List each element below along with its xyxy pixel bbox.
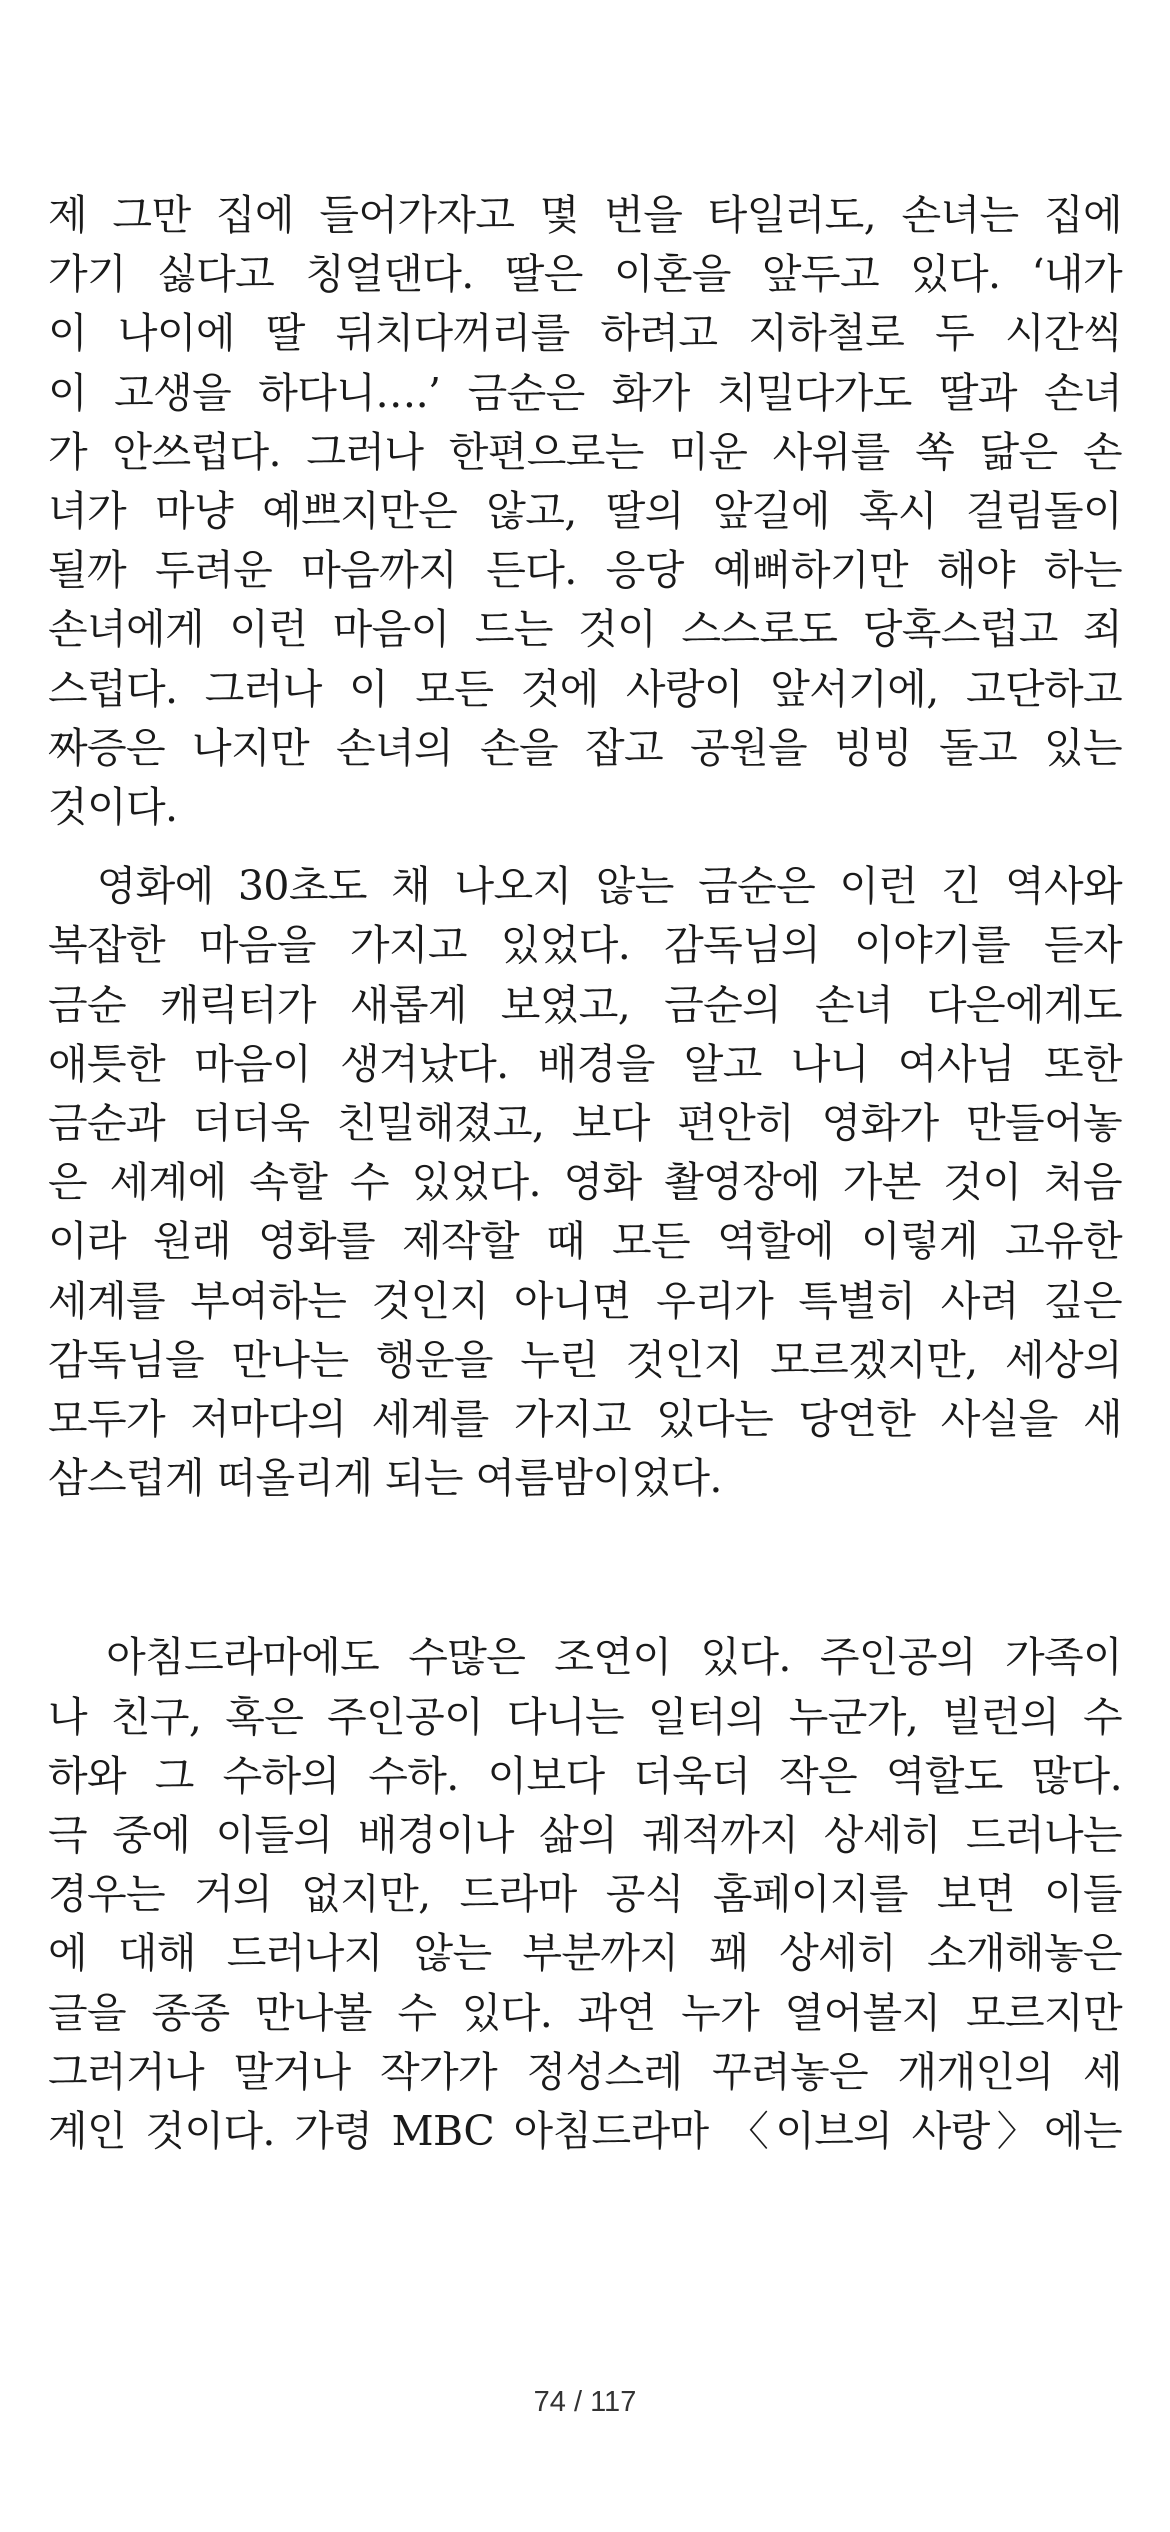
- text-line: 삼스럽게 떠올리게 되는 여름밤이었다.: [48, 1454, 722, 1503]
- text-line: 것이다.: [48, 783, 178, 832]
- text-line: 이라 원래 영화를 제작할 때 모든 역할에 이렇게 고유한: [48, 1217, 1122, 1266]
- text-line: 은 세계에 속할 수 있었다. 영화 촬영장에 가본 것이 처음: [48, 1158, 1122, 1207]
- text-line: 감독님을 만나는 행운을 누린 것인지 모르겠지만, 세상의: [48, 1335, 1122, 1384]
- text-line: 손녀에게 이런 마음이 드는 것이 스스로도 당혹스럽고 죄: [48, 605, 1122, 654]
- paragraph-3: [48, 1628, 1122, 2161]
- text-line: 금순과 더더욱 친밀해졌고, 보다 편안히 영화가 만들어놓: [48, 1099, 1122, 1148]
- reader-text-body: [48, 186, 1122, 2161]
- text-line: 경우는 거의 없지만, 드라마 공식 홈페이지를 보면 이들: [48, 1870, 1122, 1919]
- text-line: 그러거나 말거나 작가가 정성스레 꾸려놓은 개개인의 세: [48, 2047, 1122, 2096]
- text-line: 이 나이에 딸 뒤치다꺼리를 하려고 지하철로 두 시간씩: [48, 309, 1122, 358]
- text-line: 계인 것이다. 가령 MBC 아침드라마 〈이브의 사랑〉에는: [48, 2107, 1122, 2156]
- text-line: 이 고생을 하다니….’ 금순은 화가 치밀다가도 딸과 손녀: [48, 368, 1122, 417]
- text-line: 짜증은 나지만 손녀의 손을 잡고 공원을 빙빙 돌고 있는: [48, 723, 1122, 772]
- page-indicator: 74 / 117: [533, 2386, 637, 2418]
- text-line: 에 대해 드러나지 않는 부분까지 꽤 상세히 소개해놓은: [48, 1929, 1122, 1978]
- text-line: 영화에 30초도 채 나오지 않는 금순은 이런 긴 역사와: [48, 862, 1122, 911]
- text-line: 나 친구, 혹은 주인공이 다니는 일터의 누군가, 빌런의 수: [48, 1692, 1122, 1741]
- text-line: 금순 캐릭터가 새롭게 보였고, 금순의 손녀 다은에게도: [48, 980, 1122, 1029]
- text-line: 하와 그 수하의 수하. 이보다 더욱더 작은 역할도 많다.: [48, 1751, 1122, 1800]
- text-line: 제 그만 집에 들어가자고 몇 번을 타일러도, 손녀는 집에: [48, 191, 1122, 239]
- text-line: 아침드라마에도 수많은 조연이 있다. 주인공의 가족이: [48, 1633, 1122, 1682]
- text-line: 가 안쓰럽다. 그러나 한편으로는 미운 사위를 쏙 닮은 손: [48, 427, 1122, 476]
- paragraph-2: [48, 857, 1122, 1508]
- text-line: 복잡한 마음을 가지고 있었다. 감독님의 이야기를 듣자: [48, 921, 1122, 970]
- text-line: 될까 두려운 마음까지 든다. 응당 예뻐하기만 해야 하는: [48, 546, 1122, 595]
- text-line: 글을 종종 만나볼 수 있다. 과연 누가 열어볼지 모르지만: [48, 1988, 1122, 2037]
- section-spacer: [48, 1508, 1122, 1628]
- text-line: 애틋한 마음이 생겨났다. 배경을 알고 나니 여사님 또한: [48, 1039, 1122, 1088]
- paragraph-spacer: [48, 837, 1122, 857]
- text-line: 스럽다. 그러나 이 모든 것에 사랑이 앞서기에, 고단하고: [48, 664, 1122, 713]
- text-line: 녀가 마냥 예쁘지만은 않고, 딸의 앞길에 혹시 걸림돌이: [48, 487, 1122, 536]
- text-line: 세계를 부여하는 것인지 아니면 우리가 특별히 사려 깊은: [48, 1276, 1122, 1325]
- text-line: 모두가 저마다의 세계를 가지고 있다는 당연한 사실을 새: [48, 1395, 1122, 1444]
- paragraph-1: [48, 186, 1122, 837]
- text-line: 극 중에 이들의 배경이나 삶의 궤적까지 상세히 드러나는: [48, 1811, 1122, 1860]
- text-line: 가기 싫다고 칭얼댄다. 딸은 이혼을 앞두고 있다. ‘내가: [48, 250, 1122, 299]
